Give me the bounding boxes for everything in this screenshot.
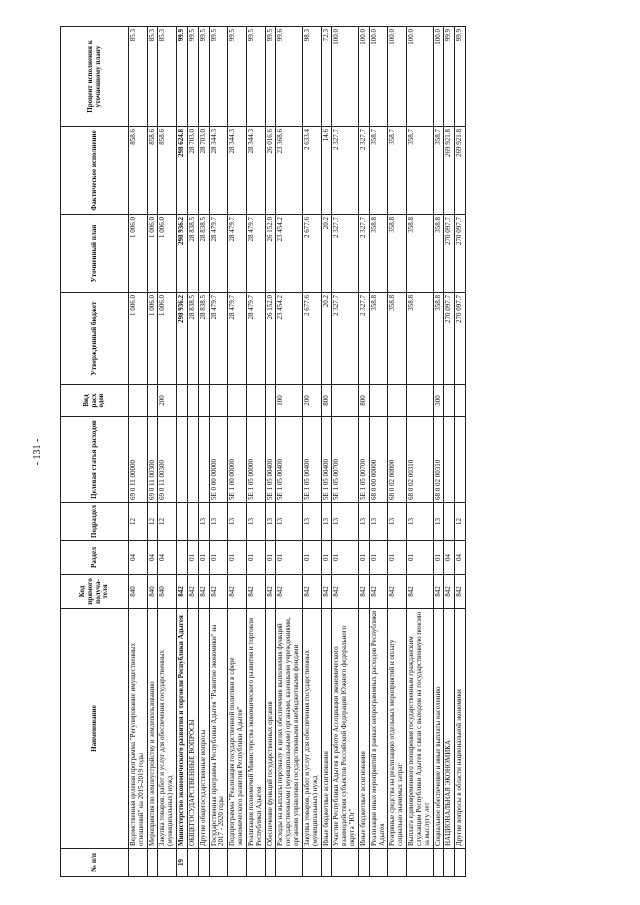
row-num-cell <box>158 849 177 877</box>
row-section-cell: 01 <box>433 541 444 575</box>
row-percent-cell: 99.9 <box>455 27 466 127</box>
row-num-cell <box>388 849 407 877</box>
row-subsection-cell: 13 <box>276 503 302 541</box>
row-section-cell: 01 <box>407 541 433 575</box>
row-refined-cell: 1 006.0 <box>158 215 177 293</box>
row-actual-cell: 28 344.3 <box>209 127 228 215</box>
row-percent-cell: 99.6 <box>276 27 302 127</box>
row-approved-cell: 358.8 <box>433 293 444 385</box>
row-section-cell: 04 <box>158 541 177 575</box>
row-refined-cell: 28 838.5 <box>198 215 209 293</box>
row-percent-cell: 99.5 <box>209 27 228 127</box>
table-row <box>455 27 466 877</box>
row-subsection-cell: 12 <box>455 503 466 541</box>
row-name-cell: Иные бюджетные ассигнования <box>321 609 332 849</box>
row-target-cell <box>177 417 188 503</box>
row-code-cell: 842 <box>407 575 433 609</box>
row-approved-cell: 298 936.2 <box>177 293 188 385</box>
table-row <box>332 27 358 877</box>
row-name-cell: Ведомственная целевая программа "Регулирование имущественных отношений" на 2015-2019 годы <box>129 609 148 849</box>
row-actual-cell: 269 921.8 <box>455 127 466 215</box>
row-subsection-cell: 13 <box>198 503 209 541</box>
row-approved-cell: 20.2 <box>321 293 332 385</box>
row-type-cell <box>444 385 455 417</box>
table-row <box>265 27 276 877</box>
row-num-cell <box>276 849 302 877</box>
row-code-cell: 842 <box>369 575 388 609</box>
row-percent-cell: 99.5 <box>228 27 247 127</box>
row-subsection-cell <box>444 503 455 541</box>
row-target-cell <box>187 417 198 503</box>
header-percent: Процент исполнения к уточненному плану <box>61 27 129 127</box>
row-type-cell: 100 <box>276 385 302 417</box>
budget-execution-table <box>60 26 466 877</box>
row-actual-cell: 23 368.6 <box>276 127 302 215</box>
row-type-cell <box>332 385 358 417</box>
row-refined-cell: 270 097.7 <box>455 215 466 293</box>
row-type-cell <box>198 385 209 417</box>
header-code: Код прямого получа-теля <box>61 575 129 609</box>
table-row <box>177 27 188 877</box>
row-section-cell: 01 <box>198 541 209 575</box>
row-approved-cell: 270 097.7 <box>455 293 466 385</box>
row-approved-cell: 23 454.2 <box>276 293 302 385</box>
table-row <box>187 27 198 877</box>
row-percent-cell: 85.3 <box>147 27 158 127</box>
row-percent-cell: 99.5 <box>246 27 265 127</box>
row-target-cell: 5Е 1 05 00400 <box>321 417 332 503</box>
row-approved-cell: 2 327.7 <box>358 293 369 385</box>
row-subsection-cell <box>187 503 198 541</box>
row-type-cell: 300 <box>433 385 444 417</box>
row-subsection-cell: 13 <box>321 503 332 541</box>
row-name-cell: Иные бюджетные ассигнования <box>358 609 369 849</box>
row-percent-cell: 72.3 <box>321 27 332 127</box>
row-approved-cell: 28 838.5 <box>198 293 209 385</box>
row-code-cell: 842 <box>358 575 369 609</box>
row-approved-cell: 28 479.7 <box>246 293 265 385</box>
row-actual-cell: 858.6 <box>147 127 158 215</box>
row-target-cell: 5Е 1 00 00000 <box>228 417 247 503</box>
row-subsection-cell: 13 <box>332 503 358 541</box>
row-code-cell: 840 <box>129 575 148 609</box>
row-refined-cell: 28 838.5 <box>187 215 198 293</box>
row-num-cell <box>321 849 332 877</box>
row-num-cell <box>407 849 433 877</box>
row-name-cell: Другие общегосударственные вопросы <box>198 609 209 849</box>
row-num-cell <box>129 849 148 877</box>
table-row <box>358 27 369 877</box>
row-subsection-cell: 13 <box>228 503 247 541</box>
row-name-cell: ОБЩЕГОСУДАРСТВЕННЫЕ ВОПРОСЫ <box>187 609 198 849</box>
row-percent-cell: 100.0 <box>388 27 407 127</box>
row-section-cell: 01 <box>246 541 265 575</box>
row-type-cell <box>187 385 198 417</box>
row-type-cell <box>228 385 247 417</box>
row-subsection-cell: 13 <box>302 503 321 541</box>
row-actual-cell: 28 344.3 <box>228 127 247 215</box>
row-num-cell <box>265 849 276 877</box>
table-row <box>147 27 158 877</box>
row-name-cell: Расходы на выплаты персоналу в целях обеспечения выполнения функций государственными (муниципальными) органами, казенными учреждениями, органами управления государственными внебюджетными фондами <box>276 609 302 849</box>
row-refined-cell: 28 479.7 <box>228 215 247 293</box>
row-actual-cell: 358.7 <box>433 127 444 215</box>
row-refined-cell: 28 479.7 <box>209 215 228 293</box>
row-actual-cell: 858.6 <box>129 127 148 215</box>
row-target-cell: 69 0 11 00000 <box>129 417 148 503</box>
row-name-cell: НАЦИОНАЛЬНАЯ ЭКОНОМИКА <box>444 609 455 849</box>
table-row <box>209 27 228 877</box>
row-subsection-cell: 13 <box>246 503 265 541</box>
row-refined-cell: 358.8 <box>433 215 444 293</box>
row-refined-cell: 298 936.2 <box>177 215 188 293</box>
header-approved: Утвержденный бюджет <box>61 293 129 385</box>
row-code-cell: 840 <box>158 575 177 609</box>
row-num-cell <box>332 849 358 877</box>
row-num-cell <box>302 849 321 877</box>
row-target-cell: 5Е 1 05 00400 <box>276 417 302 503</box>
row-code-cell: 842 <box>198 575 209 609</box>
row-refined-cell: 2 327.7 <box>358 215 369 293</box>
table-body <box>129 27 466 877</box>
row-percent-cell: 100.0 <box>407 27 433 127</box>
table-row <box>444 27 455 877</box>
row-approved-cell: 358.8 <box>407 293 433 385</box>
row-subsection-cell: 13 <box>407 503 433 541</box>
row-refined-cell: 358.8 <box>388 215 407 293</box>
row-name-cell: Реализация иных мероприятий в рамках непрограммных расходов Республики Адыгея <box>369 609 388 849</box>
row-section-cell: 01 <box>388 541 407 575</box>
row-approved-cell: 2 327.7 <box>332 293 358 385</box>
row-code-cell: 842 <box>388 575 407 609</box>
row-target-cell: 5Е 1 05 00400 <box>265 417 276 503</box>
row-code-cell: 842 <box>177 575 188 609</box>
row-section-cell: 01 <box>276 541 302 575</box>
row-approved-cell: 28 479.7 <box>228 293 247 385</box>
row-approved-cell: 28 479.7 <box>209 293 228 385</box>
row-type-cell: 200 <box>158 385 177 417</box>
row-target-cell: 5Е 1 05 00400 <box>302 417 321 503</box>
row-refined-cell: 1 006.0 <box>147 215 158 293</box>
row-num-cell <box>358 849 369 877</box>
row-type-cell <box>129 385 148 417</box>
row-approved-cell: 358.8 <box>369 293 388 385</box>
table-row <box>388 27 407 877</box>
header-name: Наименование <box>61 609 129 849</box>
row-code-cell: 842 <box>455 575 466 609</box>
row-num-cell <box>433 849 444 877</box>
table-row <box>228 27 247 877</box>
row-refined-cell: 1 006.0 <box>129 215 148 293</box>
row-num-cell <box>187 849 198 877</box>
row-target-cell <box>198 417 209 503</box>
table-row <box>198 27 209 877</box>
row-subsection-cell: 13 <box>265 503 276 541</box>
header-subsection: Подраздел <box>61 503 129 541</box>
row-section-cell: 01 <box>332 541 358 575</box>
row-target-cell: 69 0 11 00300 <box>147 417 158 503</box>
row-code-cell: 842 <box>433 575 444 609</box>
row-approved-cell: 26 152.0 <box>265 293 276 385</box>
row-percent-cell: 99.5 <box>187 27 198 127</box>
row-actual-cell: 358.7 <box>388 127 407 215</box>
row-percent-cell: 85.3 <box>158 27 177 127</box>
row-subsection-cell: 13 <box>388 503 407 541</box>
row-type-cell <box>407 385 433 417</box>
row-name-cell: Государственная программа Республики Адыгея "Развитие экономики" на 2017 - 2020 годы <box>209 609 228 849</box>
row-type-cell: 200 <box>302 385 321 417</box>
row-code-cell: 842 <box>265 575 276 609</box>
table-row <box>321 27 332 877</box>
row-type-cell <box>369 385 388 417</box>
row-subsection-cell: 13 <box>369 503 388 541</box>
row-type-cell <box>246 385 265 417</box>
row-section-cell: 01 <box>302 541 321 575</box>
row-percent-cell: 98.3 <box>302 27 321 127</box>
row-refined-cell: 358.8 <box>407 215 433 293</box>
row-section-cell: 01 <box>369 541 388 575</box>
row-section-cell: 01 <box>187 541 198 575</box>
row-actual-cell: 2 633.4 <box>302 127 321 215</box>
row-type-cell <box>265 385 276 417</box>
row-percent-cell: 99.5 <box>198 27 209 127</box>
row-section-cell: 01 <box>265 541 276 575</box>
row-percent-cell: 99.9 <box>444 27 455 127</box>
row-refined-cell: 2 677.6 <box>302 215 321 293</box>
row-code-cell: 842 <box>246 575 265 609</box>
row-actual-cell: 358.7 <box>369 127 388 215</box>
row-percent-cell: 100.0 <box>332 27 358 127</box>
row-code-cell: 842 <box>332 575 358 609</box>
row-refined-cell: 20.2 <box>321 215 332 293</box>
row-approved-cell: 2 677.6 <box>302 293 321 385</box>
row-target-cell: 68 0 00 00000 <box>369 417 388 503</box>
row-num-cell <box>246 849 265 877</box>
row-target-cell <box>455 417 466 503</box>
row-num-cell <box>209 849 228 877</box>
row-num-cell: 19 <box>177 849 188 877</box>
row-actual-cell: 298 624.8 <box>177 127 188 215</box>
row-name-cell: Обеспечение функций государственных органов <box>265 609 276 849</box>
rotated-page-area <box>60 27 600 877</box>
row-name-cell: Министерство экономического развития и торговли Республики Адыгея <box>177 609 188 849</box>
header-section: Раздел <box>61 541 129 575</box>
header-actual: Фактическое исполнение <box>61 127 129 215</box>
row-code-cell: 842 <box>209 575 228 609</box>
row-num-cell <box>198 849 209 877</box>
row-target-cell: 68 0 02 00000 <box>388 417 407 503</box>
row-name-cell: Закупка товаров, работ и услуг для обеспечения государственных (муниципальных) нужд <box>158 609 177 849</box>
row-actual-cell: 358.7 <box>407 127 433 215</box>
row-actual-cell: 14.6 <box>321 127 332 215</box>
row-refined-cell: 270 097.7 <box>444 215 455 293</box>
header-target: Целевая статья расходов <box>61 417 129 503</box>
row-section-cell: 04 <box>147 541 158 575</box>
row-section-cell <box>177 541 188 575</box>
row-target-cell: 68 0 02 00310 <box>433 417 444 503</box>
row-subsection-cell: 12 <box>147 503 158 541</box>
row-approved-cell: 1 006.0 <box>147 293 158 385</box>
row-type-cell <box>388 385 407 417</box>
table-row <box>407 27 433 877</box>
row-name-cell: Участие Республики Адыгея в работе Ассоциации экономического взаимодействия субъектов Российской Федерации Южного федерального округа "Юг" <box>332 609 358 849</box>
row-approved-cell: 270 097.7 <box>444 293 455 385</box>
row-name-cell: Выплата единовременного поощрения государственным гражданским служащим Республики Адыгея в связи с выходом на государственную пенсию за выслугу лет <box>407 609 433 849</box>
header-refined: Уточненный план <box>61 215 129 293</box>
table-row <box>369 27 388 877</box>
row-approved-cell: 28 838.5 <box>187 293 198 385</box>
row-code-cell: 842 <box>444 575 455 609</box>
header-type: Вид расх одов <box>61 385 129 417</box>
row-type-cell <box>455 385 466 417</box>
row-name-cell: Мероприятия по землеустройству и землепользованию <box>147 609 158 849</box>
row-actual-cell: 28 703.0 <box>198 127 209 215</box>
row-subsection-cell: 13 <box>358 503 369 541</box>
row-code-cell: 842 <box>228 575 247 609</box>
row-actual-cell: 2 327.7 <box>358 127 369 215</box>
row-section-cell: 01 <box>209 541 228 575</box>
row-target-cell: 68 0 02 00310 <box>407 417 433 503</box>
row-target-cell <box>444 417 455 503</box>
row-target-cell: 5Е 0 00 00000 <box>209 417 228 503</box>
row-approved-cell: 1 006.0 <box>129 293 148 385</box>
row-target-cell: 5Е 1 05 00700 <box>358 417 369 503</box>
row-name-cell: Социальное обеспечение и иные выплаты населению <box>433 609 444 849</box>
table-header-row <box>61 27 129 877</box>
row-percent-cell: 85.3 <box>129 27 148 127</box>
row-refined-cell: 2 327.7 <box>332 215 358 293</box>
row-subsection-cell: 13 <box>433 503 444 541</box>
row-num-cell <box>444 849 455 877</box>
table-row <box>433 27 444 877</box>
row-section-cell: 01 <box>358 541 369 575</box>
table-row <box>246 27 265 877</box>
row-name-cell: Резервные средства на реализацию отдельных мероприятий и оплату социально значимых затрат <box>388 609 407 849</box>
row-name-cell: Реализация полномочий Министерства экономического развития и торговли Республики Адыгея <box>246 609 265 849</box>
table-row <box>129 27 148 877</box>
row-approved-cell: 358.8 <box>388 293 407 385</box>
table-row <box>276 27 302 877</box>
row-section-cell: 01 <box>228 541 247 575</box>
row-type-cell: 800 <box>358 385 369 417</box>
row-type-cell <box>209 385 228 417</box>
row-type-cell: 800 <box>321 385 332 417</box>
row-code-cell: 842 <box>187 575 198 609</box>
row-percent-cell: 100.0 <box>369 27 388 127</box>
row-subsection-cell: 12 <box>129 503 148 541</box>
row-code-cell: 840 <box>147 575 158 609</box>
row-num-cell <box>147 849 158 877</box>
row-target-cell: 69 0 11 00300 <box>158 417 177 503</box>
row-target-cell: 5Е 1 05 00700 <box>332 417 358 503</box>
row-name-cell: Подпрограмма "Реализация государственной политики в сфере экономического развития Республики Адыгея" <box>228 609 247 849</box>
row-percent-cell: 100.0 <box>358 27 369 127</box>
row-section-cell: 04 <box>129 541 148 575</box>
page-number: - 131 - <box>31 438 43 466</box>
table-row <box>302 27 321 877</box>
row-refined-cell: 26 152.0 <box>265 215 276 293</box>
row-refined-cell: 28 479.7 <box>246 215 265 293</box>
row-percent-cell: 99.5 <box>265 27 276 127</box>
row-actual-cell: 28 344.3 <box>246 127 265 215</box>
row-actual-cell: 28 703.0 <box>187 127 198 215</box>
row-actual-cell: 2 327.7 <box>332 127 358 215</box>
row-subsection-cell <box>177 503 188 541</box>
row-code-cell: 842 <box>302 575 321 609</box>
row-actual-cell: 26 016.6 <box>265 127 276 215</box>
row-name-cell: Другие вопросы в области национальной экономики <box>455 609 466 849</box>
row-actual-cell: 858.6 <box>158 127 177 215</box>
row-type-cell <box>147 385 158 417</box>
row-code-cell: 842 <box>321 575 332 609</box>
row-refined-cell: 358.8 <box>369 215 388 293</box>
row-subsection-cell: 13 <box>209 503 228 541</box>
row-refined-cell: 23 454.2 <box>276 215 302 293</box>
row-num-cell <box>369 849 388 877</box>
row-section-cell: 04 <box>455 541 466 575</box>
row-actual-cell: 269 921.8 <box>444 127 455 215</box>
row-percent-cell: 100.0 <box>433 27 444 127</box>
header-num: № п/п <box>61 849 129 877</box>
row-percent-cell: 99.9 <box>177 27 188 127</box>
row-approved-cell: 1 006.0 <box>158 293 177 385</box>
row-name-cell: Закупка товаров, работ и услуг для обеспечения государственных (муниципальных) нужд <box>302 609 321 849</box>
row-section-cell: 04 <box>444 541 455 575</box>
row-num-cell <box>455 849 466 877</box>
row-num-cell <box>228 849 247 877</box>
budget-table-container <box>60 27 600 877</box>
row-target-cell: 5Е 1 05 00000 <box>246 417 265 503</box>
row-section-cell: 01 <box>321 541 332 575</box>
row-subsection-cell: 12 <box>158 503 177 541</box>
row-type-cell <box>177 385 188 417</box>
row-code-cell: 842 <box>276 575 302 609</box>
table-row <box>158 27 177 877</box>
